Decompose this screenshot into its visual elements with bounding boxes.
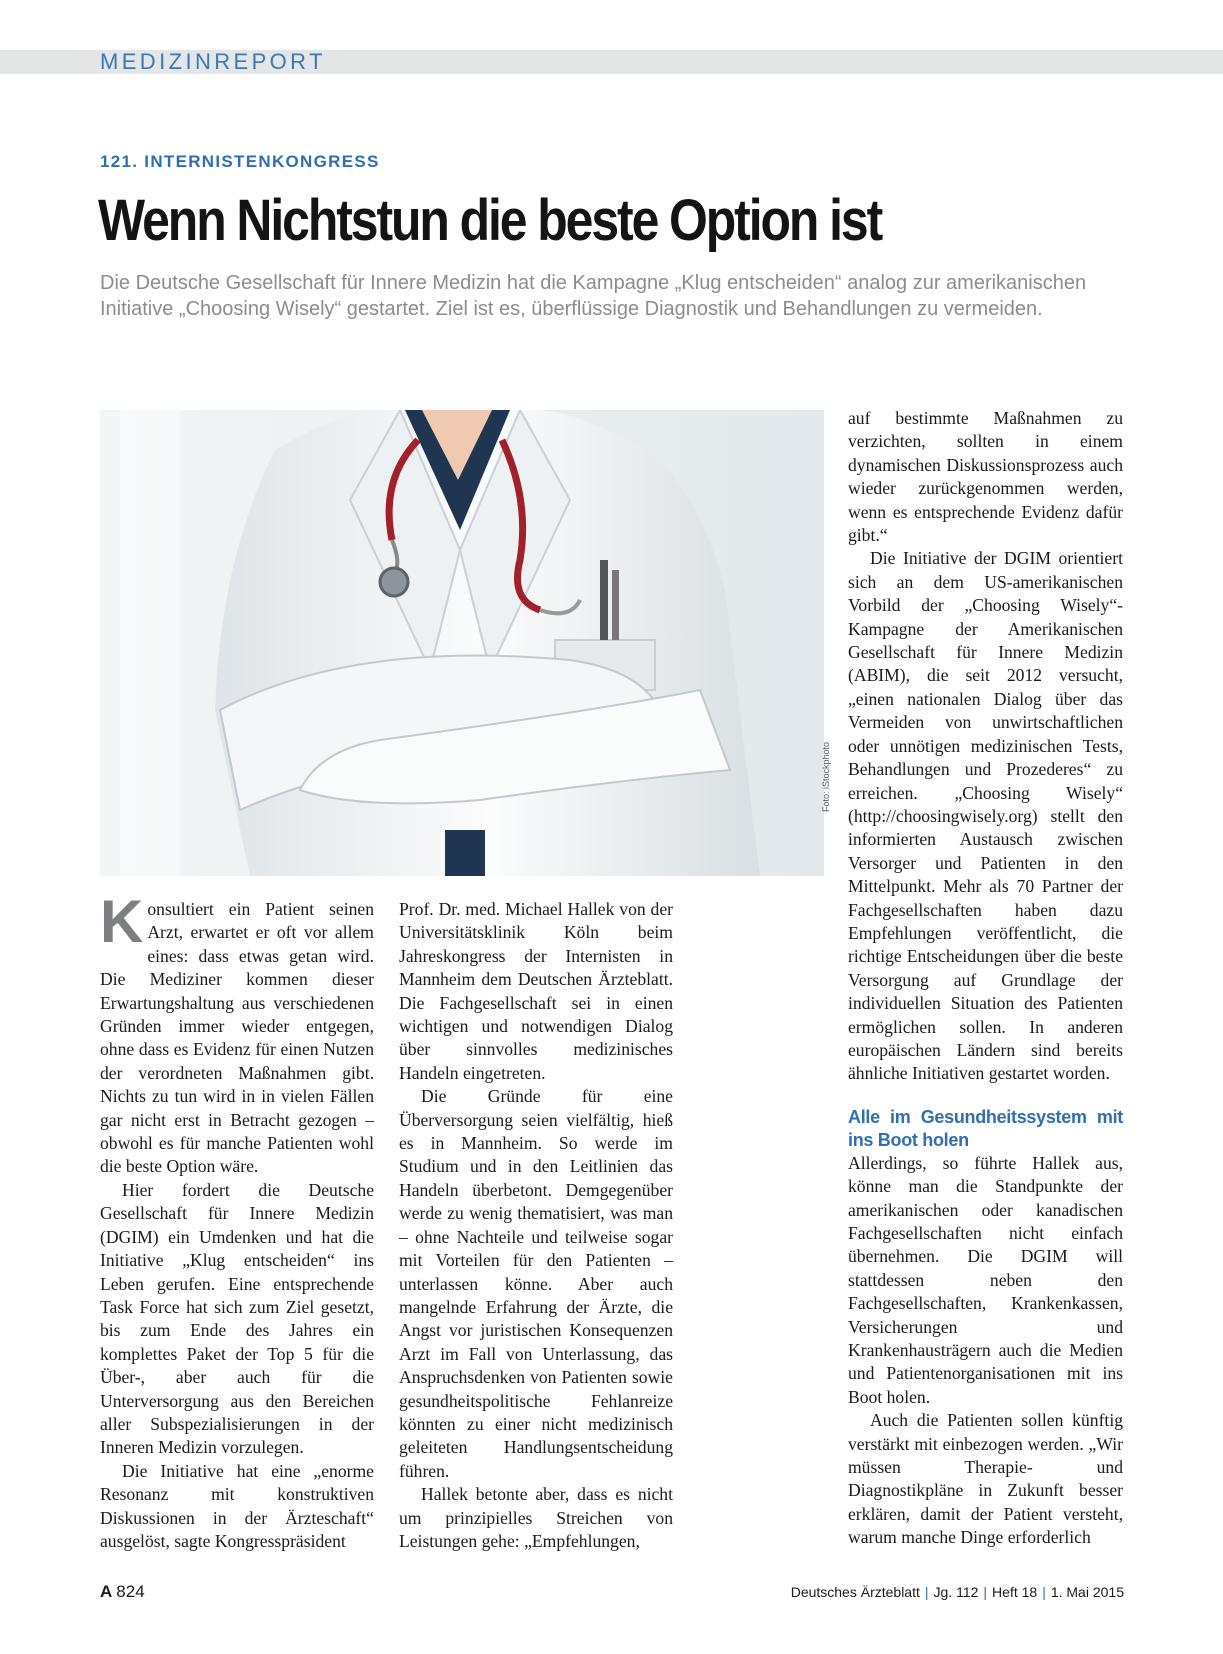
paragraph: Die Initiative der DGIM orientiert sich an dem US-amerikanischen Vorbild der „Choosing Wisely“-Kampagne der Amerikanischen Gesellschaft für Innere Medizin (ABIM), die seit 2012 versucht, „einen nationalen Dialog über das Vermeiden von unwirtschaftlichen oder unnötigen medizinischen Tests, Behandlungen und Prozederes“ zu erreichen. „Choosing Wisely“ (http://choosingwisely.org) stellt den informierten Austausch zwischen Versorger und Patienten in den Mittelpunkt. Mehr als 70 Partner der Fachgesellschaften haben dazu Empfehlungen veröffentlicht, die richtige Entscheidungen über die beste Versorgung auf Grundlage der individuellen Situation des Patienten ermöglichen sollen. In anderen europäischen Ländern sind bereits ähnliche Initiativen gestartet worden. [848, 548, 1123, 1084]
separator: | [983, 1584, 988, 1600]
issue-date: 1. Mai 2015 [1050, 1584, 1124, 1600]
paragraph: Hallek betonte aber, dass es nicht um prinzipielles Streichen von Leistungen gehe: „Empfehlungen, [399, 1484, 673, 1551]
drop-cap: K [100, 888, 144, 955]
paragraph: Auch die Patienten sollen künftig verstärkt mit einbezogen werden. „Wir müssen Therapie- und Diagnostikpläne in Zukunft besser erklären, damit der Patient versteht, warum manche Dinge erforderlich [848, 1410, 1123, 1548]
paragraph [100, 888, 374, 1179]
volume: Jg. 112 [933, 1584, 979, 1600]
footer-meta [791, 1584, 1124, 1600]
article-lead: Die Deutsche Gesellschaft für Innere Medizin hat die Kampagne „Klug entscheiden“ analog zur amerikanischen Initiative „Choosing Wisely“ gestartet. Ziel ist es, überflüssige Diagnostik und Behandlungen zu vermeiden. [100, 272, 1087, 320]
article-kicker: 121. INTERNISTENKONGRESS [100, 152, 380, 171]
photo-credit: Foto: iStockphoto [821, 741, 831, 812]
text-column-2 [399, 898, 673, 1553]
page-prefix: A [100, 1582, 113, 1601]
article-headline: Wenn Nichtstun die beste Option ist [98, 188, 882, 253]
text-column-1 [100, 888, 374, 1553]
paragraph: Prof. Dr. med. Michael Hallek von der Universitätsklinik Köln beim Jahreskongress der Internisten in Mannheim dem Deutschen Ärzteblatt. Die Fachgesellschaft sei in einen wichtigen und notwendigen Dialog über sinnvolles medizinisches Handeln eingetreten. [399, 899, 673, 1083]
paragraph: Die Gründe für eine Überversorgung seien vielfältig, hieß es in Mannheim. So werde im Studium und in den Leitlinien das Handeln überbetont. Demgegenüber werde zu wenig thematisiert, was man – ohne Nachteile und teilweise sogar mit Vorteilen für den Patienten – unterlassen könne. Aber auch mangelnde Erfahrung der Ärzte, die Angst vor juristischen Konsequenzen Arzt im Fall von Unterlassung, das Anspruchsdenken von Patienten sowie gesundheitspolitische Fehlanreize könnten zu einer nicht medizinisch geleiteten Handlungsentscheidung führen. [399, 1086, 673, 1481]
paragraph: Die Initiative hat eine „enorme Resonanz mit konstruktiven Diskussionen in der Ärzteschaft“ ausgelöst, sagte Kongresspräsident [100, 1460, 374, 1551]
paragraph: auf bestimmte Maßnahmen zu verzichten, sollten in einem dynamischen Diskussionsprozess auch wieder zurückgenommen werden, wenn es entsprechende Evidenz dafür gibt.“ [848, 408, 1123, 546]
page-number [100, 1582, 145, 1602]
separator: | [1042, 1584, 1046, 1600]
text-column-3 [848, 407, 1123, 1550]
paragraph: Allerdings, so führte Hallek aus, könne man die Standpunkte der amerikanischen oder kanadischen Fachgesellschaften nicht einfach übernehmen. Die DGIM will stattdessen neben den Fachgesellschaften, Krankenkassen, Versicherungen und Krankenhausträgern auch die Medien und Patientenorganisationen mit ins Boot holen. [848, 1152, 1123, 1407]
doctor-illustration [100, 410, 824, 876]
section-label: MEDIZINREPORT [100, 49, 326, 74]
separator: | [924, 1584, 929, 1600]
doctor-photo [100, 410, 824, 876]
paragraph-text: onsultiert ein Patient seinen Arzt, erwartet er oft vor allem eines: dass etwas getan wird. Die Mediziner kommen dieser Erwartungshaltung aus verschiedenen Gründen immer wieder entgegen, ohne dass es Evidenz für einen Nutzen der verordneten Maßnahmen gibt. Nichts zu tun wird in in vielen Fällen gar nicht erst in Betracht gezogen – obwohl es für manche Patienten wohl die beste Option wäre. [100, 899, 374, 1177]
issue: Heft 18 [992, 1584, 1038, 1600]
page-number-value: 824 [116, 1582, 145, 1601]
journal-name: Deutsches Ärzteblatt [790, 1584, 920, 1600]
section-subhead: Alle im Gesundheitssystem mit ins Boot holen [848, 1106, 1123, 1150]
paragraph: Hier fordert die Deutsche Gesellschaft für Innere Medizin (DGIM) ein Umdenken und hat die Initiative „Klug entscheiden“ ins Leben gerufen. Eine entsprechende Task Force hat sich zum Ziel gesetzt, bis zum Ende des Jahres ein komplettes Paket der Top 5 für die Über-, aber auch für die Unterversorgung aus den Bereichen aller Subspezialisierungen in der Inneren Medizin vorzulegen. [100, 1179, 374, 1458]
